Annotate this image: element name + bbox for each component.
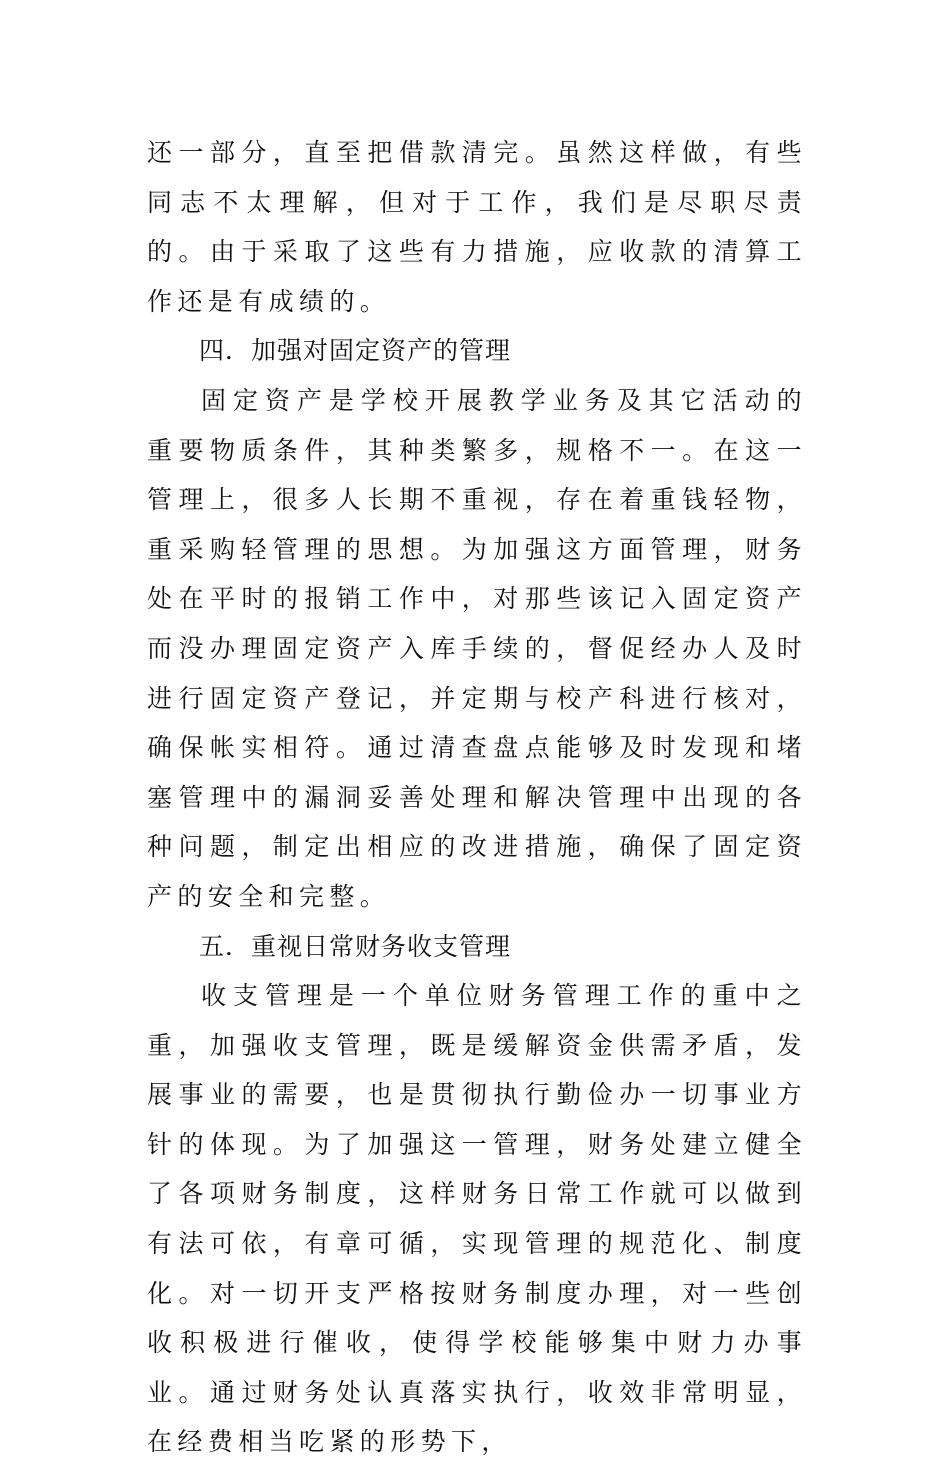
document-page — [147, 128, 807, 1467]
paragraph-daily-finance: 收支管理是一个单位财务管理工作的重中之重，加强收支管理，既是缓解资金供需矛盾，发展事业的需要，也是贯彻执行勤俭办一切事业方针的体现。为了加强这一管理，财务处建立健全了各项财务制度，这样财务日常工作就可以做到有法可依，有章可循，实现管理的规范化、制度化。对一切开支严格按财务制度办理，对一些创收积极进行催收，使得学校能够集中财力办事业。通过财务处认真落实执行，收效非常明显，在经费相当吃紧的形势下， — [147, 981, 807, 1457]
paragraph-fixed-assets: 固定资产是学校开展教学业务及其它活动的重要物质条件，其种类繁多，规格不一。在这一管理上，很多人长期不重视，存在着重钱轻物，重采购轻管理的思想。为加强这方面管理，财务处在平时的报销工作中，对那些该记入固定资产而没办理固定资产入库手续的，督促经办人及时进行固定资产登记，并定期与校产科进行核对，确保帐实相符。通过清查盘点能够及时发现和堵塞管理中的漏洞妥善处理和解决管理中出现的各种问题，制定出相应的改进措施，确保了固定资产的安全和完整。 — [147, 385, 807, 911]
section-heading-daily-finance: 五．重视日常财务收支管理 — [199, 931, 512, 961]
paragraph-receivables-continued: 还一部分，直至把借款清完。虽然这样做，有些同志不太理解，但对于工作，我们是尽职尽责的。由于采取了这些有力措施，应收款的清算工作还是有成绩的。 — [147, 138, 807, 316]
section-heading-fixed-assets: 四．加强对固定资产的管理 — [199, 336, 512, 366]
